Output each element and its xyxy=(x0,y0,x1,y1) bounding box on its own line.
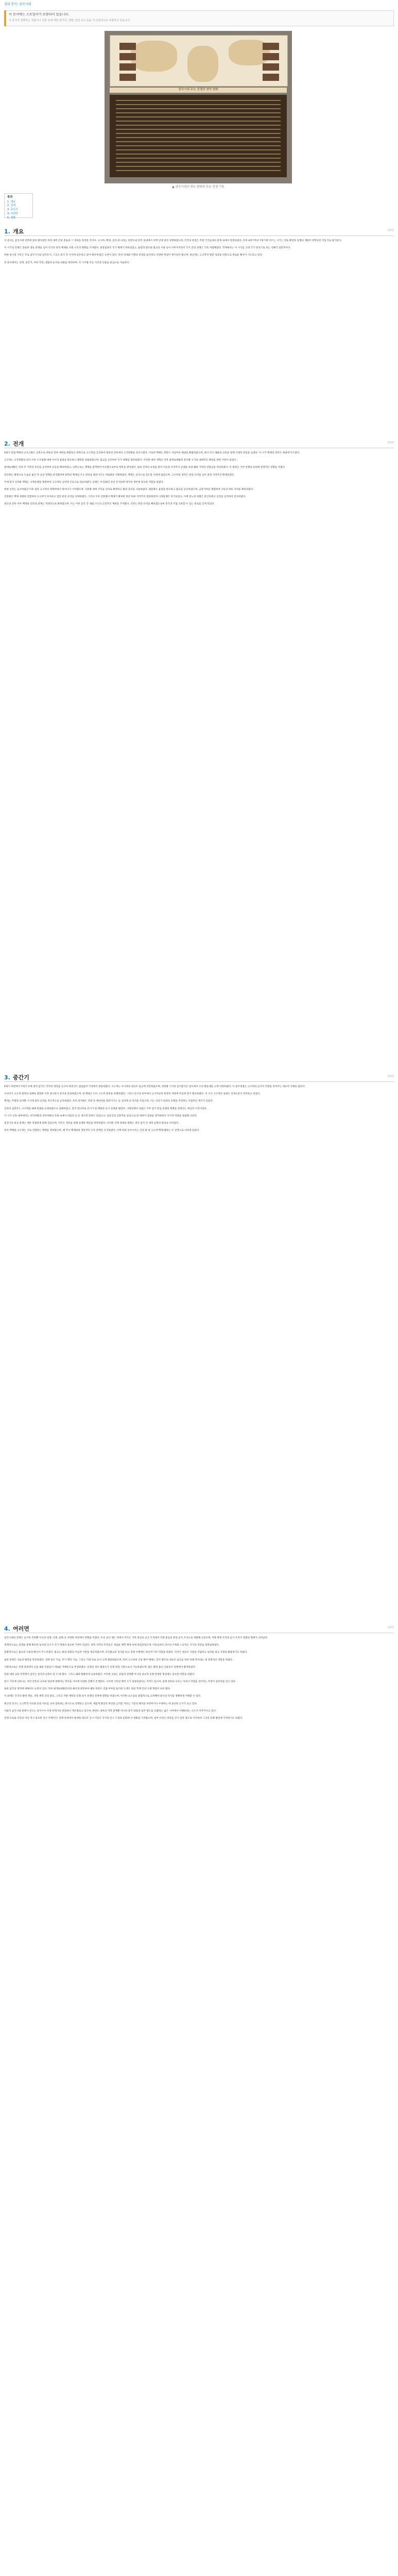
section-1 xyxy=(4,226,394,432)
paragraph: 또한 전쟁은 기술의 발전을 촉진하였다. 성곽 축조 기술, 무기 제작 기술, 그리고 기병 전술 등이 크게 발달하였으며, 특히 고구려의 산성 방어 체계는 중국 왕조의 대규모 침공을 여러 차례 막아내는 데 결정적인 역할을 하였다. xyxy=(4,1658,233,1662)
paragraph: 경제적으로는 전쟁을 통해 획득한 토지와 인구가 국가 재정의 중요한 기반이 되었다. 정복 지역의 주민들은 새로운 행정 체계 속에 편입되었으며, 이들로부터 징수된 조세와 노동력은 국가의 성장을 뒷받침하였다. xyxy=(4,1644,220,1647)
paragraph: 이 외에도 각국의 왕위 계승, 귀족 세력 간의 갈등, 그리고 지방 세력의 동향 등이 전쟁의 전개에 영향을 미쳤으며, 이러한 요소들을 종합적으로 고려해야 당시의 역사를 정확하게 이해할 수 있다. xyxy=(4,1695,201,1698)
paragraph: 신라의 김춘추는 고구려와 왜에 원병을 요청하였으나 실패하였고, 결국 당나라로 건너가 당 태종과 군사 동맹을 맺었다. 나당동맹의 성립은 이후 삼국 통일 전쟁의 향방을 결정짓는 핵심적 사건이었다. xyxy=(4,1107,207,1110)
edit-link[interactable]: [편집] xyxy=(387,229,394,232)
paragraph: 사회적으로는 전쟁 과정에서 공을 세운 인물들이 새로운 지배층으로 부상하였다. 신라의 경우 화랑도가 인재 양성 기관으로서 기능하였으며, 많은 화랑 출신 인물들이 전쟁에서 활약하였다. xyxy=(4,1666,196,1669)
paragraph: 이 문서는 삼국시대 전반에 걸쳐 벌어졌던 여러 세력 간의 충돌과 그 경과를 정리한 것이다. 고구려, 백제, 신라 세 나라는 한반도와 만주 일대에서 수백 년에 걸쳐 경쟁하였으며, 각국의 흥망은 주변 국가들과의 관계 속에서 결정되었다. 특히 4세기부터 7세기에 이르는 시기는 영토 확장과 동맹의 재편이 반복되던 격동기로 평가된다. xyxy=(4,240,342,242)
section-number[interactable]: 1. xyxy=(4,228,10,235)
paragraph: 이 시기 신라 내부에서는 선덕여왕과 진덕여왕의 치세 속에서 비담의 난 등 정치적 혼란도 있었으나, 김유신과 김춘추를 중심으로 한 세력이 실권을 장악하면서 국가적 역량을 결집해 나갔다. xyxy=(4,1114,198,1117)
section-number[interactable]: 3. xyxy=(4,1074,10,1081)
toc-title: 목차 xyxy=(7,196,13,199)
paragraph: 최근의 연구는 고고학적 자료와 문헌 자료를 교차 검토하는 방식으로 진행되고 있으며, 새롭게 발견된 목간과 금석문 자료는 기존의 해석을 보완하거나 수정하는 데 중요한 근거가 되고 있다. xyxy=(4,1702,198,1705)
breadcrumb[interactable]: 상위 문서: 삼국시대 xyxy=(4,3,31,6)
map-image xyxy=(110,35,288,87)
paragraph: 한편 대외 교류 측면에서 삼국은 중국의 남북조 및 수·당 왕조, 그리고 왜와 활발하게 교류하였다. 이러한 교류는 문물의 전파뿐 아니라 외교적 동맹 관계의 형성에도 중요한 역할을 하였다. xyxy=(4,1673,195,1676)
paragraph: 광개토대왕은 즉위 후 거란과 후연을 공격하여 요동을 확보하였고, 남쪽으로는 백제를 압박하여 아신왕으로부터 항복을 받아냈다. 또한 신라의 요청을 받아 낙동강 유역까지 군대를 보내 왜와 가야의 연합군을 격퇴하였다. 이 원정은 가야 연맹의 쇠퇴에 결정적인 영향을 미쳤다. xyxy=(4,466,286,469)
paragraph: 6세기 후반에서 7세기 초에 걸쳐 삼국은 각자의 영역을 공고히 하면서도 끊임없이 국경에서 충돌하였다. 고구려는 수나라의 대규모 침공에 직면하였으며, 영양왕 시기의 을지문덕은 살수에서 수의 별동대를 크게 격파하였다. 이 살수대첩은 고구려의 군사적 역량을 보여주는 대표적 사례로 꼽힌다. xyxy=(4,1086,305,1088)
table-of-contents xyxy=(4,193,33,218)
warning-icon xyxy=(4,10,6,26)
section-3 xyxy=(4,1072,394,1618)
paragraph: 이에 맞서 신라와 백제는 나제동맹을 체결하여 고구려의 남진에 공동으로 대응하였다. 동맹은 약 120년 동안 유지되며 양국의 생존에 중요한 역할을 하였다. xyxy=(4,481,164,484)
paragraph: 백제는 무왕과 의자왕 시기에 걸쳐 신라를 적극적으로 공격하였다. 특히 의자왕은 즉위 초 대야성을 함락시키는 등 신라에 큰 타격을 주었으며, 이는 신라가 당과의 동맹을 추진하는 직접적인 계기가 되었다. xyxy=(4,1100,214,1103)
toc-item[interactable]: 4. 여러면 xyxy=(7,212,18,215)
section-body xyxy=(4,1082,394,1133)
figure-caption: ▲ 삼국시대의 영토 변화와 주요 전쟁 기록 xyxy=(172,185,224,189)
toc-item[interactable]: 1. 개요 xyxy=(7,200,16,204)
paragraph: 특히 백제와 고구려는 서로 연합하는 형태를 취하였으며, 왜 역시 백제와의 전통적인 우호 관계를 유지하였다. 이에 따라 동아시아는 신라·당 대 고구려·백제·왜라는 두 진영으로 나뉘게 되었다. xyxy=(4,1129,200,1132)
paragraph: 수나라가 고구려 원정의 실패로 멸망한 이후 당나라가 중국을 통일하였으며, 당 태종은 다시 고구려 원정을 단행하였다. 그러나 안시성 전투에서 고구려군의 완강한 저항에 부딪혀 결국 철수하였다. 이 시기 고구려의 실권은 연개소문이 장악하고 있었다. xyxy=(4,1093,261,1096)
edit-link[interactable]: [편집] xyxy=(387,442,394,444)
spoiler-notice xyxy=(4,10,394,26)
section-body xyxy=(4,448,394,506)
toc-item[interactable]: 5. 결말 xyxy=(7,216,16,219)
section-heading xyxy=(4,438,394,448)
section-heading xyxy=(4,1072,394,1082)
map-title: 삼국시대 주요 전쟁과 영역 변화 xyxy=(110,88,287,93)
section-title: 전개 xyxy=(13,440,24,447)
section-4 xyxy=(4,1623,394,2576)
notice-title: 이 문서에는 스포일러가 포함되어 있습니다. xyxy=(9,13,70,16)
section-number[interactable]: 4. xyxy=(4,1625,10,1632)
edit-link[interactable]: [편집] xyxy=(387,1075,394,1078)
toc-item[interactable]: 2. 전개 xyxy=(7,204,16,208)
paragraph: 본 문서에서는 전개, 중간기, 여러 측면, 결말의 순서로 내용을 정리하며, 각 시기별 주요 사건과 인물을 중심으로 서술한다. xyxy=(4,261,130,264)
section-title: 개요 xyxy=(13,228,24,235)
paragraph: 장수왕은 평양으로 도읍을 옮긴 뒤 남진 정책을 본격화하여 475년 백제의 수도 한성을 함락시키고 개로왕을 처형하였다. 백제는 웅진으로 천도할 수밖에 없었으며, 고구려의 영역은 한강 유역을 넘어 충청 지역까지 확대되었다. xyxy=(4,473,235,477)
paragraph: 문화적으로는 불교의 수용과 확산이 두드러졌다. 불교는 왕권 강화의 이념적 기반을 제공하였으며, 호국불교의 성격을 띠고 전쟁 수행에도 정신적 지주 역할을 하였다. 각국은 대규모 사찰을 건립하고 승려를 외교 사절로 활용하기도 하였다. xyxy=(4,1651,248,1654)
paragraph: 당시 기록에 나타나는 여러 전투의 규모와 양상에 대해서는 학자들 사이에 다양한 견해가 존재한다. 사서에 기록된 병력 수가 과장되었다는 지적도 있으며, 실제 전투의 규모는 이보다 작았을 것이라는 주장이 설득력을 얻고 있다. xyxy=(4,1681,236,1684)
section-heading xyxy=(4,226,394,236)
section-body xyxy=(4,236,394,265)
paragraph: 관산성 전투 이후 백제와 신라의 관계는 적대적으로 변하였으며, 이는 이후 삼국 간 대립 구도의 근본적인 재편을 가져왔다. 신라는 한강 유역을 확보함으로써 중국과 직접 교류할 수 있는 통로를 얻게 되었다. xyxy=(4,503,215,506)
paragraph: 한편 신라는 눌지마립간 이후 점차 고구려의 영향력에서 벗어나기 시작했으며, 지증왕 대에 국호를 신라로 확정하고 왕의 칭호를 사용하였다. 법흥왕은 율령을 반포하고 불교를 공인하였으며, 금관가야를 병합하여 낙동강 하류 지역을 확보하였다. xyxy=(4,488,254,491)
edit-link[interactable]: [편집] xyxy=(387,1626,394,1629)
paragraph: 고구려는 고국원왕의 전사 이후 소수림왕 대에 이르러 율령을 반포하고 태학을 설립하였으며, 불교를 공인하여 국가 체제를 정비하였다. 이러한 내부 개혁은 이후 광개토대왕과 장수왕 시기의 대대적인 팽창을 위한 기반이 되었다. xyxy=(4,459,237,462)
paragraph: 진흥왕은 백제 성왕과 연합하여 고구려가 차지하고 있던 한강 유역을 공략하였다. 그러나 이후 진흥왕이 백제가 확보한 한강 하류 지역까지 점령하면서 나제동맹은 파기되었고, 이에 분노한 성왕은 관산성에서 신라를 공격하다 전사하였다. xyxy=(4,496,246,499)
section-number[interactable]: 2. xyxy=(4,440,10,447)
paragraph: 중간기의 외교 관계는 매우 복잡하게 얽혀 있었으며, 각국은 생존을 위해 동맹과 배신을 반복하였다. 이러한 국제 정세의 변화는 결국 삼국 간 세력 균형의 붕괴로 이어졌다. xyxy=(4,1122,179,1125)
paragraph: 한편 당시의 기록은 주로 삼국사기와 삼국유사, 그리고 중국 측 사서에 의존하고 있어 해석에 많은 논란이 있다. 특히 연대와 지명의 비정을 둘러싸고 다양한 학설이 제기되어 왔으며, 최근에는 고고학적 발굴 성과를 바탕으로 새로운 해석이 시도되고 있다. xyxy=(4,254,263,257)
section-title: 여러면 xyxy=(13,1625,29,1632)
history-figure xyxy=(105,31,292,183)
paragraph: 이 시기의 전쟁은 단순한 영토 분쟁을 넘어 각국의 정치 체제와 사회 구조의 변화를 가져왔다. 중앙집권적 국가 체제가 정비되었고, 율령의 반포와 불교의 수용 등이 이루어지면서 국가 간의 경쟁은 더욱 치열해졌다. 학계에서는 이 시기를 고대 국가 완성기로 보는 견해가 일반적이다. xyxy=(4,247,291,250)
map-text-panel xyxy=(110,95,287,177)
paragraph: 4세기 중엽 백제의 근초고왕은 남쪽으로 마한의 잔여 세력을 병합하고 북쪽으로 고구려를 공격하여 평양성 전투에서 고국원왕을 전사시켰다. 이로써 백제는 한반도 서남부의 패권을 확립하였으며, 바다 건너 왜와의 교류를 통해 국제적 위상을 높였다. 이 시기 백제의 영역은 최대에 이르렀다. xyxy=(4,452,300,454)
paragraph: 전쟁 포로와 유민의 이동 역시 중요한 연구 주제이다. 전쟁 과정에서 발생한 대규모 인구 이동은 각국의 인구 구성과 문화에 큰 변화를 가져왔으며, 일부 유민은 바다를 건너 일본 열도로 이주하여 그곳의 문화 발전에 기여하기도 하였다. xyxy=(4,1717,243,1720)
section-body xyxy=(4,1633,394,1721)
section-2 xyxy=(4,438,394,1066)
section-heading xyxy=(4,1623,394,1633)
notice-subtitle: 이 문서가 설명하는 작품이나 인물 등에 대한 줄거리, 결말, 반전 요소 등을 직·간접적으로 포함하고 있습니다. xyxy=(9,19,131,22)
toc-item[interactable]: 3. 중간기 xyxy=(7,208,18,212)
section-title: 중간기 xyxy=(13,1074,29,1081)
paragraph: 또한 삼국의 영역에 대해서도 논란이 있다. 특히 광개토대왕릉비의 해석과 관련하여 왜의 한반도 진출 여부를 둘러싼 논쟁은 한일 학계 간의 오랜 쟁점이 되어 왔다. xyxy=(4,1688,171,1691)
paragraph: 삼국시대의 전쟁은 군사적 측면뿐 아니라 경제, 사회, 문화 등 다양한 측면에서 영향을 미쳤다. 우선 군사 제도 면에서 각국은 귀족 중심의 군사 조직에서 국왕 중심의 중앙 군사 조직으로 개편해 나갔으며, 지방 행정 조직과 군사 조직이 결합된 형태가 나타났다. xyxy=(4,1637,268,1639)
paragraph: 아울러 삼국시대 전쟁사 연구는 동아시아 국제 관계사의 관점에서 재조명되고 있으며, 한반도 내부의 역학 관계뿐 아니라 중국 대륙과 일본 열도를 포괄하는 넓은 시야에서 이해하려는 시도가 이루어지고 있다. xyxy=(4,1709,217,1713)
